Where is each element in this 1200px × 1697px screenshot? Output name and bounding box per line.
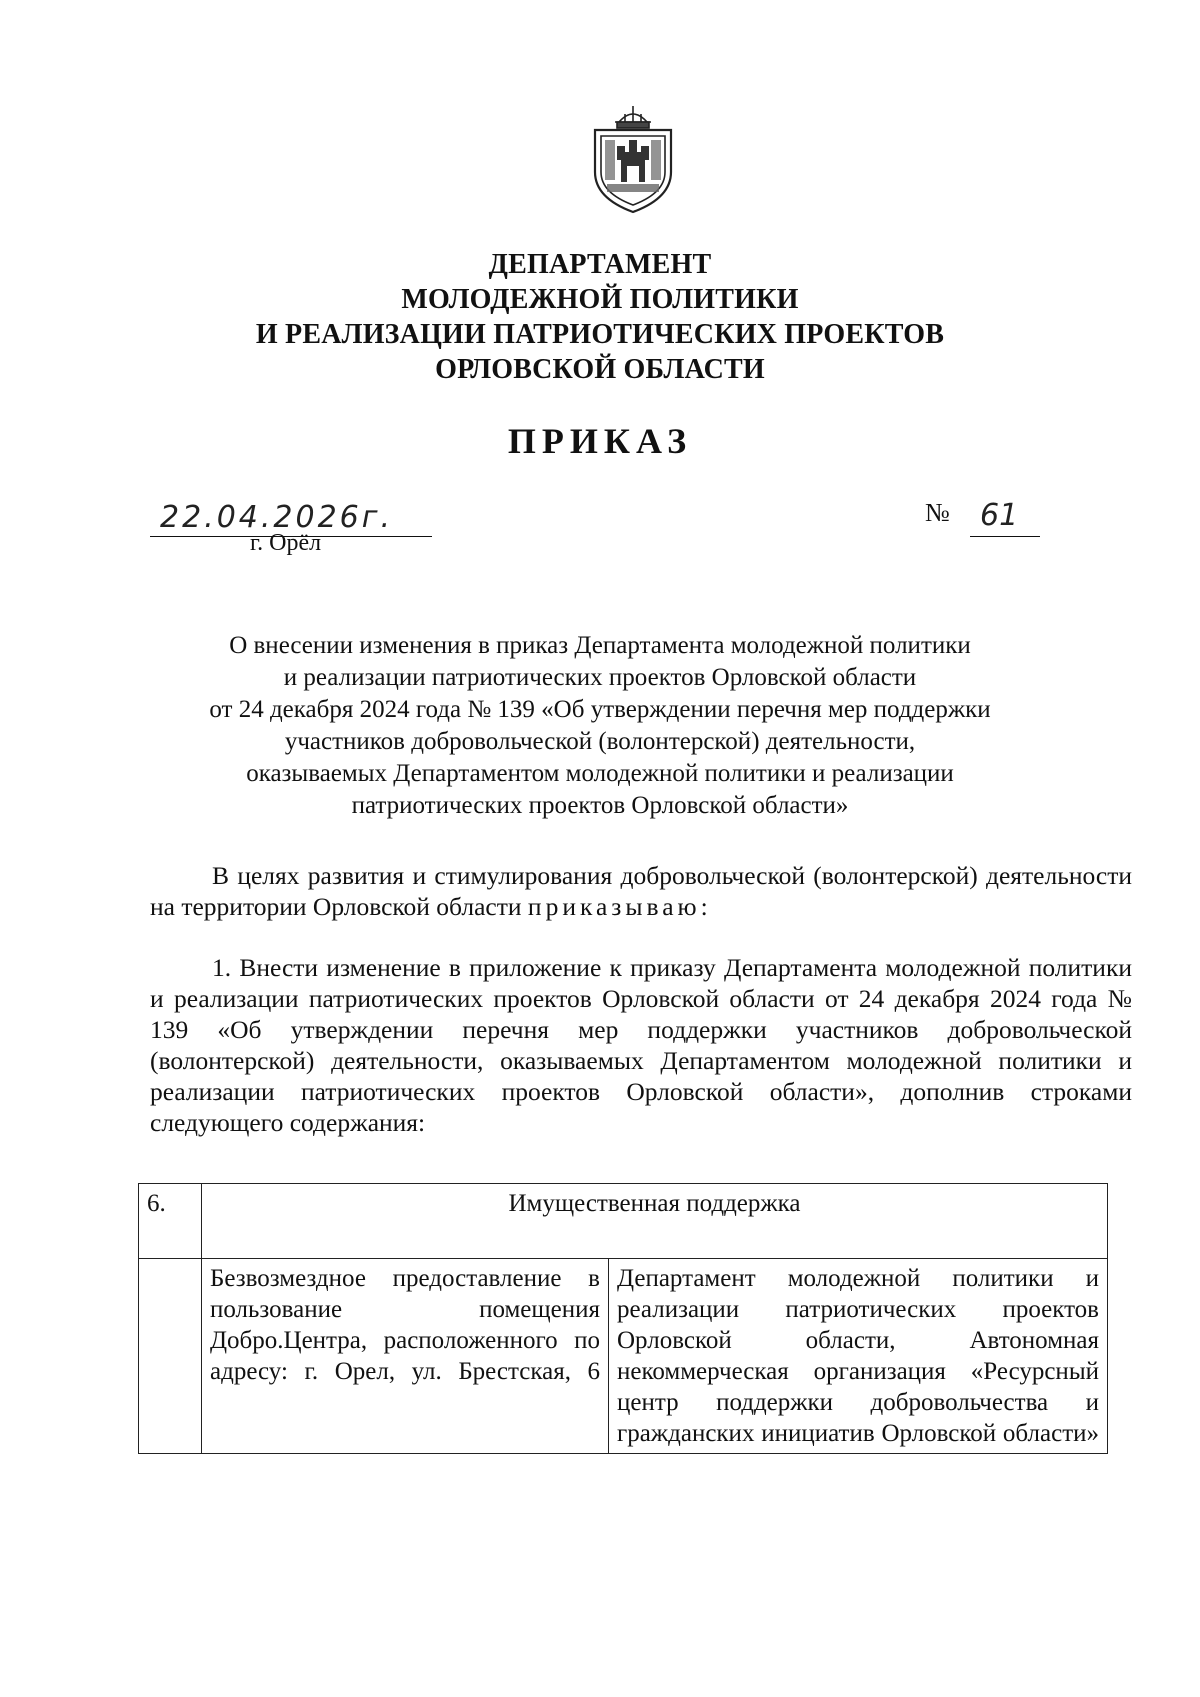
department-line: И РЕАЛИЗАЦИИ ПАТРИОТИЧЕСКИХ ПРОЕКТОВ [255,319,945,350]
subject-line: от 24 декабря 2024 года № 139 «Об утверждении перечня мер поддержки [209,696,991,723]
row-number: 6. [139,1184,202,1259]
department-line: МОЛОДЕЖНОЙ ПОЛИТИКИ [401,284,799,315]
order-subject [160,630,1040,822]
subject-line: участников добровольческой (волонтерской) деятельности, [284,728,916,755]
order-number: 61 [980,498,1019,533]
order-date: 22.04.2026г. [160,500,394,535]
table-row [139,1259,1108,1454]
order-command: приказываю: [527,892,712,921]
subject-line: и реализации патриотических проектов Орловской области [283,664,917,691]
support-measures-table [138,1183,1108,1454]
clause-1-text: 1. Внести изменение в приложение к приказу Департамента молодежной политики и реализации патриотических проектов Орловской области от 24 декабря 2024 года № 139 «Об утверждении перечня мер поддержки участников добровольческой (волонтерской) деятельности, оказываемых Департаментом молодежной политики и реализации патриотических проектов Орловской области», дополнив строками следующего содержания: [150,953,1132,1137]
measure-cell: Безвозмездное предоставление в пользование помещения Добро.Центра, расположенного по адресу: г. Орел, ул. Брестская, 6 [202,1259,609,1454]
document-type: ПРИКАЗ [507,421,693,461]
coat-of-arms-icon [587,102,679,214]
table-row [139,1184,1108,1259]
order-number-field [970,498,1040,537]
department-line: ОРЛОВСКОЙ ОБЛАСТИ [435,354,765,385]
order-number-label: № [925,498,950,527]
department-line: ДЕПАРТАМЕНТ [488,249,712,280]
subject-line: оказываемых Департаментом молодежной политики и реализации [246,760,954,787]
preamble-paragraph [150,860,1132,922]
subject-line: патриотических проектов Орловской области» [351,792,849,819]
section-title: Имущественная поддержка [202,1184,1108,1259]
city: г. Орёл [250,530,322,556]
row-number-empty [139,1259,202,1454]
department-name [150,247,1050,387]
subject-line: О внесении изменения в приказ Департамента молодежной политики [229,632,971,659]
preamble-text: В целях развития и стимулирования добровольческой (волонтерской) деятельности на территории Орловской области [150,861,1132,921]
clause-1-paragraph [150,952,1132,1138]
provider-cell: Департамент молодежной политики и реализации патриотических проектов Орловской области, Автономная некоммерческая организация «Ресурсный центр поддержки добровольчества и гражданских инициатив Орловской области» [609,1259,1108,1454]
